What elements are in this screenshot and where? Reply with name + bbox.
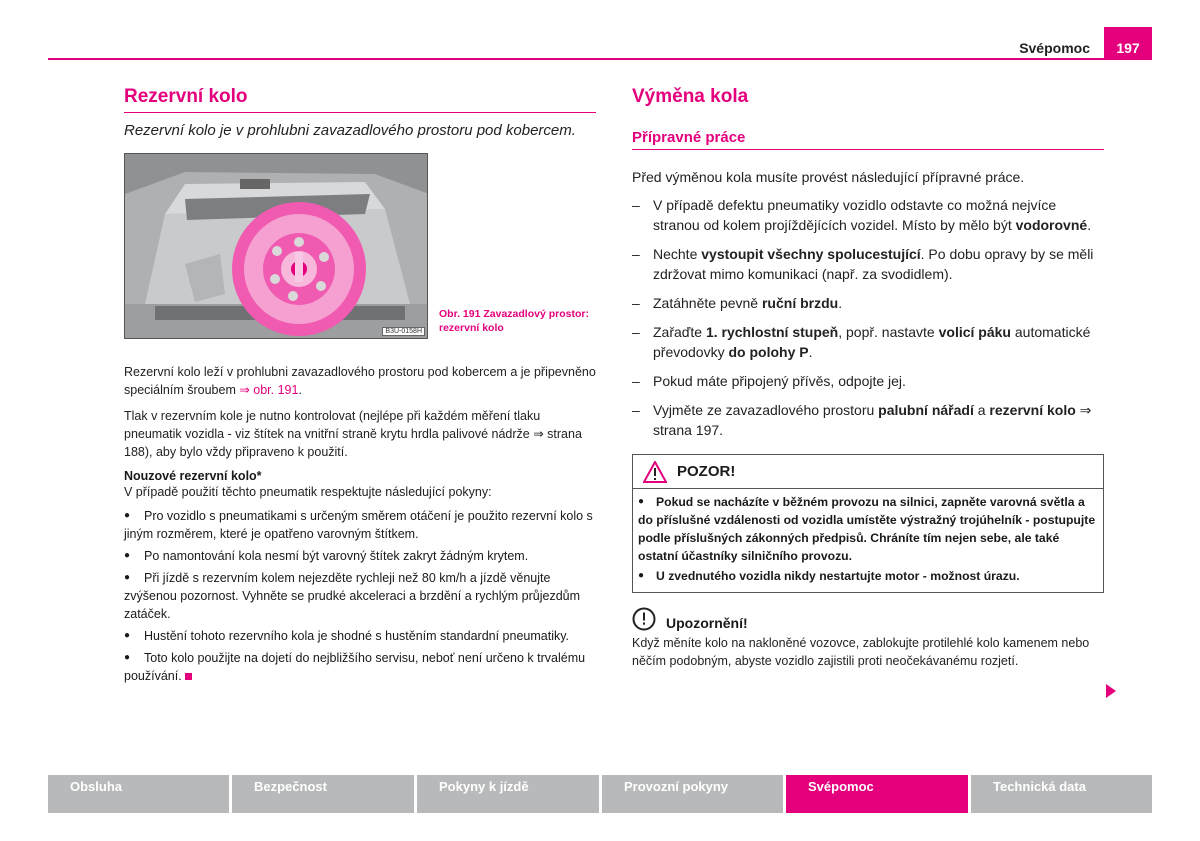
list-item: ● Hustění tohoto rezervního kola je shodné s hustěním standardní pneumatiky. bbox=[124, 627, 596, 645]
section-intro: Rezervní kolo je v prohlubni zavazadlového prostoru pod kobercem. bbox=[124, 122, 576, 139]
section-title-spare-wheel: Rezervní kolo bbox=[124, 84, 596, 113]
tab-technicka-data[interactable]: Technická data bbox=[971, 775, 1152, 813]
warning-body bbox=[633, 489, 1103, 592]
header-rule bbox=[48, 58, 1152, 60]
warning-box bbox=[632, 454, 1104, 593]
tab-obsluha[interactable]: Obsluha bbox=[48, 775, 229, 813]
figure-reference-link[interactable]: ⇒ obr. 191 bbox=[239, 383, 299, 397]
note-block bbox=[632, 607, 1104, 670]
page-number: 197 bbox=[1104, 27, 1152, 60]
left-body-text bbox=[124, 363, 596, 685]
tab-provozni-pokyny[interactable]: Provozní pokyny bbox=[602, 775, 783, 813]
paragraph bbox=[124, 363, 596, 399]
tab-bezpecnost[interactable]: Bezpečnost bbox=[232, 775, 414, 813]
section-title-wheel-change: Výměna kola bbox=[632, 86, 749, 107]
warning-header bbox=[633, 455, 1103, 489]
note-text: Když měníte kolo na nakloněné vozovce, zablokujte protilehlé kolo kamenem nebo něčím podobným, abyste vozidlo zajistili proti neočekávanému rozjetí. bbox=[632, 636, 1090, 668]
bullet-list bbox=[124, 507, 596, 685]
running-section-title: Svépomoc bbox=[1019, 40, 1090, 56]
tab-svepomoc[interactable]: Svépomoc bbox=[786, 775, 968, 813]
paragraph-end: . bbox=[298, 383, 302, 397]
warning-item: ● U zvednutého vozidla nikdy nestartujte motor - možnost úrazu. bbox=[638, 567, 1098, 585]
figure-caption: Obr. 191 Zavazadlový prostor: rezervní kolo bbox=[439, 308, 589, 334]
left-column bbox=[124, 84, 596, 689]
list-item: – Vyjměte ze zavazadlového prostoru palubní nářadí a rezervní kolo ⇒ strana 197. bbox=[632, 400, 1104, 440]
list-item: ● Toto kolo použijte na dojetí do nejbližšího servisu, neboť není určeno k trvalému používání. bbox=[124, 649, 596, 685]
paragraph-text: Rezervní kolo leží v prohlubni zavazadlového prostoru pod kobercem a je připevněno speciálním šroubem bbox=[124, 365, 596, 397]
warning-title: POZOR! bbox=[677, 463, 736, 480]
list-item: ● Při jízdě s rezervním kolem nejezděte rychleji než 80 km/h a jízdě věnujte zvýšenou pozornost. Vyhněte se prudké akceleraci a brzdění a rychlým průjezdům zatáček. bbox=[124, 569, 596, 623]
list-item: ● Po namontování kola nesmí být varovný štítek zakryt žádným krytem. bbox=[124, 547, 596, 565]
end-of-section-marker bbox=[185, 673, 192, 680]
step-list bbox=[632, 195, 1104, 440]
warning-item: ● Pokud se nacházíte v běžném provozu na silnici, zapněte varovná světla a do příslušné vzdálenosti od vozidla umístěte výstražný trojúhelník - postupujte podle příslušných zákonných předpisů. Chráníte tím nejen sebe, ale také ostatní účastníky silničního provozu. bbox=[638, 493, 1098, 565]
list-item: ● Pro vozidlo s pneumatikami s určeným směrem otáčení je použito rezervní kolo s jiným rozměrem, které je opatřeno varovným štítkem. bbox=[124, 507, 596, 543]
continue-arrow-icon bbox=[1106, 684, 1116, 698]
paragraph: Před výměnou kola musíte provést následující přípravné práce. bbox=[632, 169, 1025, 185]
list-item: – V případě defektu pneumatiky vozidlo odstavte co možná nejvíce stranou od kolem projíždějících vozidel. Místo by mělo být vodorovné. bbox=[632, 195, 1104, 235]
list-item: – Nechte vystoupit všechny spolucestující. Po dobu opravy by se měli zdržovat mimo komunikaci (např. za svodidlem). bbox=[632, 244, 1104, 284]
subsection-title: Přípravné práce bbox=[632, 129, 1104, 150]
note-header bbox=[632, 607, 1104, 631]
tab-pokyny-k-jizde[interactable]: Pokyny k jízdě bbox=[417, 775, 599, 813]
figure-code: B3U-0158H bbox=[382, 327, 425, 336]
warning-triangle-icon bbox=[643, 461, 667, 483]
chapter-nav bbox=[48, 775, 1152, 813]
subheading-emergency-wheel: Nouzové rezervní kolo* bbox=[124, 469, 262, 483]
paragraph: V případě použití těchto pneumatik respektujte následující pokyny: bbox=[124, 485, 492, 499]
trunk-illustration bbox=[125, 154, 428, 339]
list-item: – Zařaďte 1. rychlostní stupeň, popř. nastavte volicí páku automatické převodovky do polohy P. bbox=[632, 322, 1104, 362]
caution-circle-icon bbox=[632, 607, 656, 631]
list-item: – Zatáhněte pevně ruční brzdu. bbox=[632, 293, 1104, 313]
list-item: – Pokud máte připojený přívěs, odpojte jej. bbox=[632, 371, 1104, 391]
right-column bbox=[632, 84, 1104, 670]
figure-block bbox=[124, 153, 596, 341]
note-title: Upozornění! bbox=[666, 615, 748, 631]
trunk-spare-wheel-image bbox=[124, 153, 428, 339]
paragraph: Tlak v rezervním kole je nutno kontrolovat (nejlépe při každém měření tlaku pneumatik vozidla - viz štítek na vnitřní straně krytu hrdla palivové nádrže ⇒ strana 188), aby bylo vždy připraveno k použití. bbox=[124, 409, 582, 459]
